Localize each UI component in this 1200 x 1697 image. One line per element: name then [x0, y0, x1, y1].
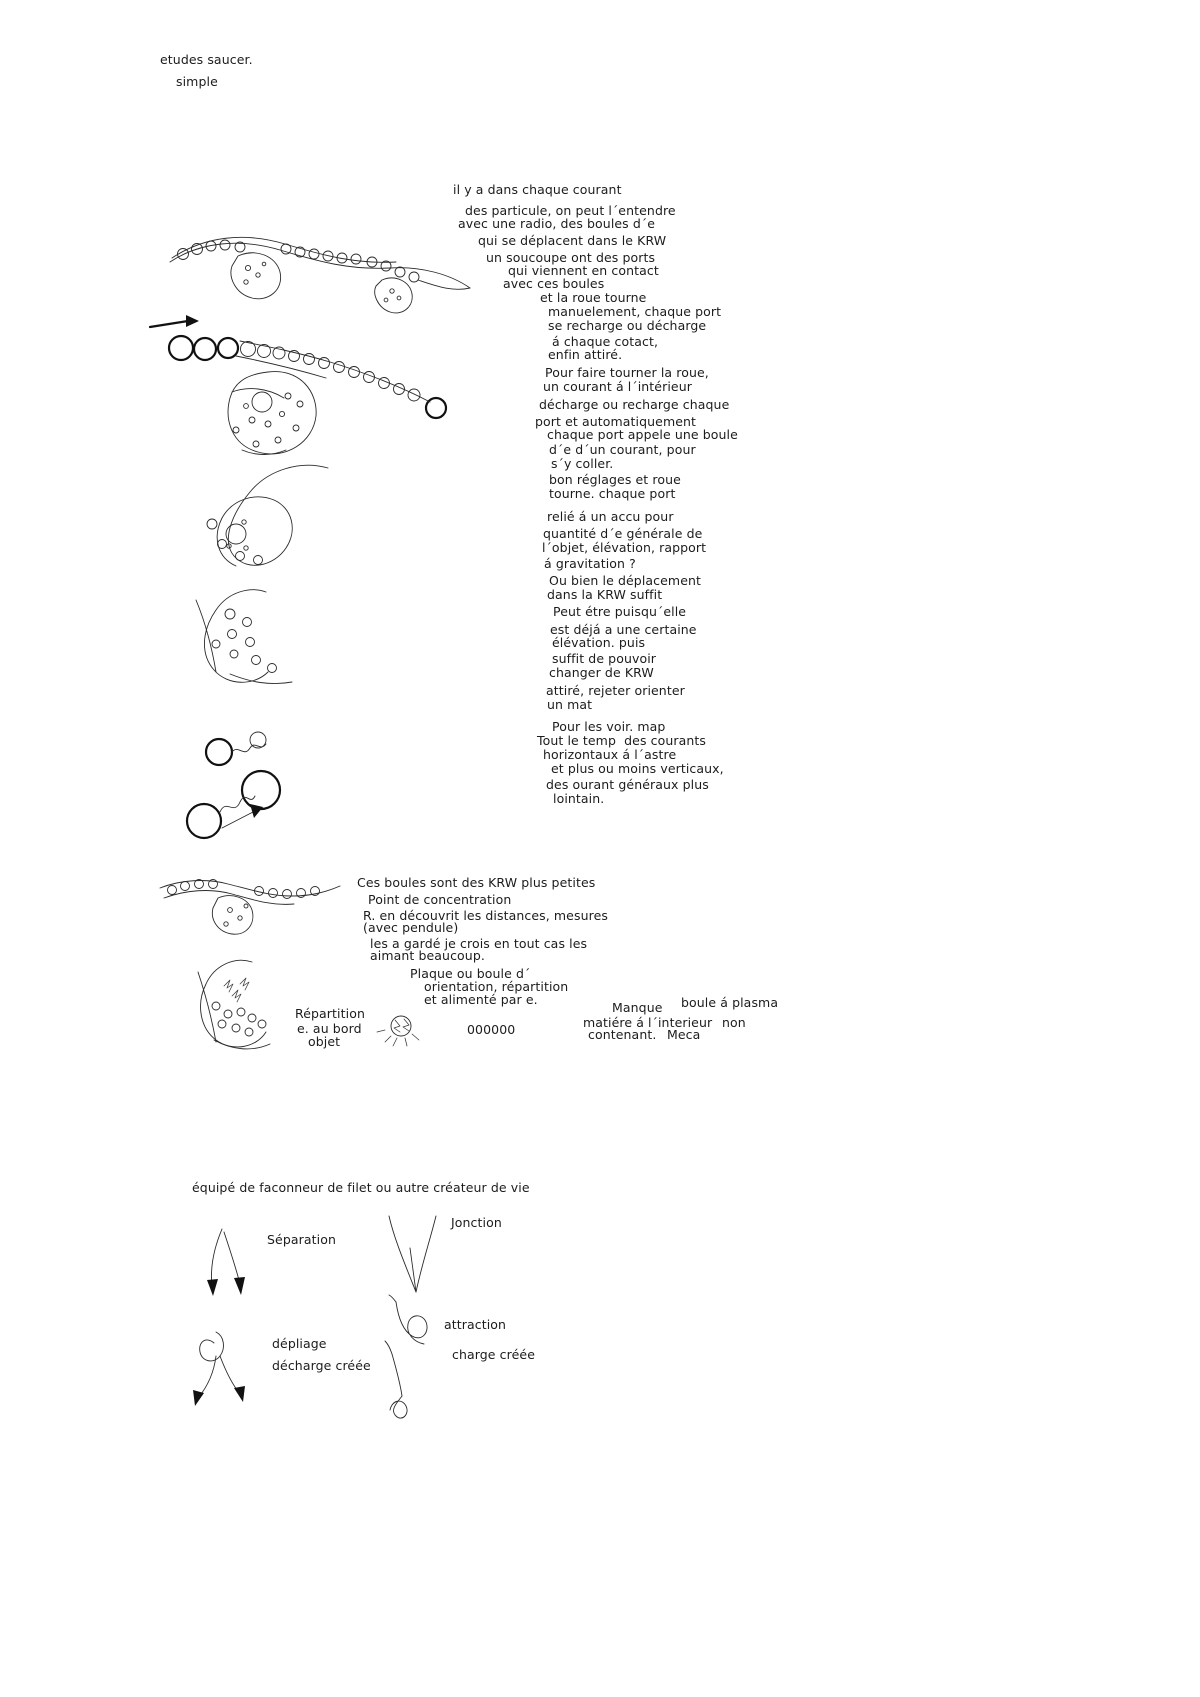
- note-line: d´e d´un courant, pour: [549, 442, 696, 457]
- note-line: quantité d´e générale de: [543, 526, 703, 541]
- sketch-circles-squiggle: [187, 732, 280, 838]
- mid-note-line: (avec pendule): [363, 920, 459, 935]
- note-line: á gravitation ?: [544, 556, 636, 571]
- note-line: il y a dans chaque courant: [453, 182, 622, 197]
- note-line: suffit de pouvoir: [552, 651, 657, 666]
- note-line: et plus ou moins verticaux,: [551, 761, 724, 776]
- note-line: l´objet, élévation, rapport: [542, 540, 707, 555]
- mid-note-line: et alimenté par e.: [424, 992, 538, 1007]
- note-line: Tout le temp des courants: [537, 733, 707, 748]
- sketch-bead-chain-1: [170, 237, 470, 313]
- note-line: bon réglages et roue: [549, 472, 681, 487]
- note-line: et la roue tourne: [540, 290, 647, 305]
- sketch-crescent-field: [196, 590, 292, 684]
- label-depliage: dépliage: [272, 1336, 327, 1351]
- mid-note-line: Point de concentration: [368, 892, 512, 907]
- label-repartition: Répartition: [295, 1006, 365, 1021]
- note-line: Pour faire tourner la roue,: [545, 365, 709, 380]
- mid-note-line: orientation, répartition: [424, 979, 569, 994]
- label-zeros: 000000: [467, 1022, 516, 1037]
- note-line: Pour les voir. map: [552, 719, 666, 734]
- label-separation: Séparation: [267, 1232, 336, 1247]
- mid-note-line: R. en découvrit les distances, mesures: [363, 908, 608, 923]
- note-line: qui se déplacent dans le KRW: [478, 233, 667, 248]
- note-line: Peut étre puisqu´elle: [553, 604, 687, 619]
- sketch-depliage: [193, 1332, 245, 1406]
- label-contenant: contenant.: [588, 1027, 657, 1042]
- label-matiere: matiére á l´interieur: [583, 1015, 713, 1030]
- sketch-attraction: [389, 1295, 427, 1344]
- note-line: lointain.: [553, 791, 605, 806]
- note-line: un soucoupe ont des ports: [486, 250, 656, 265]
- note-line: tourne. chaque port: [549, 486, 676, 501]
- sketch-bead-chain-2: [160, 880, 340, 935]
- mid-note-line: Plaque ou boule d´: [410, 966, 531, 981]
- note-line: horizontaux á l´astre: [543, 747, 677, 762]
- note-line: avec une radio, des boules d´e: [458, 216, 656, 231]
- label-charge-creee: charge créée: [452, 1347, 535, 1362]
- footer-note: équipé de faconneur de filet ou autre créateur de vie: [192, 1180, 530, 1195]
- label-attraction: attraction: [444, 1317, 507, 1332]
- note-line: port et automatiquement: [535, 414, 697, 429]
- note-line: un courant á l´intérieur: [543, 379, 692, 394]
- note-line: dans la KRW suffit: [547, 587, 663, 602]
- note-line: relié á un accu pour: [547, 509, 674, 524]
- note-line: un mat: [547, 697, 593, 712]
- mid-note-line: aimant beaucoup.: [370, 948, 485, 963]
- note-line: manuelement, chaque port: [548, 304, 722, 319]
- note-line: changer de KRW: [549, 665, 654, 680]
- mid-note-line: Ces boules sont des KRW plus petites: [357, 875, 596, 890]
- label-decharge-creee: décharge créée: [272, 1358, 371, 1373]
- label-e-au-bord: e. au bord: [297, 1021, 362, 1036]
- note-line: qui viennent en contact: [508, 263, 659, 278]
- note-line: est déjá a une certaine: [550, 622, 697, 637]
- note-line: se recharge ou décharge: [548, 318, 707, 333]
- sketch-charge-creee: [385, 1341, 407, 1418]
- label-objet: objet: [308, 1034, 341, 1049]
- label-boule-plasma: boule á plasma: [681, 995, 779, 1010]
- page-title-line-2: simple: [176, 74, 218, 89]
- sketch-small-ball-rays: [377, 1016, 419, 1046]
- label-jonction: Jonction: [451, 1215, 502, 1230]
- sketch-bowl-edge-field: [198, 960, 270, 1049]
- label-non: non: [722, 1015, 746, 1030]
- page-title-line-1: etudes saucer.: [160, 52, 253, 67]
- note-line: attiré, rejeter orienter: [546, 683, 685, 698]
- note-line: á chaque cotact,: [552, 334, 659, 349]
- note-line: des particule, on peut l´entendre: [465, 203, 676, 218]
- label-manque: Manque: [612, 1000, 663, 1015]
- sketch-separation: [207, 1229, 245, 1296]
- note-line: s´y coller.: [551, 456, 614, 471]
- note-line: Ou bien le déplacement: [549, 573, 702, 588]
- note-line: décharge ou recharge chaque: [539, 397, 730, 412]
- note-line: chaque port appele une boule: [547, 427, 738, 442]
- mid-note-line: les a gardé je crois en tout cas les: [370, 936, 588, 951]
- note-line: élévation. puis: [552, 635, 646, 650]
- note-line: enfin attiré.: [548, 347, 623, 362]
- sketch-loop-saucer: [207, 465, 328, 566]
- note-line: des ourant généraux plus: [546, 777, 709, 792]
- note-line: avec ces boules: [503, 276, 605, 291]
- sketch-saucer-ports: [150, 315, 446, 455]
- sketch-jonction: [389, 1216, 436, 1292]
- label-meca: Meca: [667, 1027, 701, 1042]
